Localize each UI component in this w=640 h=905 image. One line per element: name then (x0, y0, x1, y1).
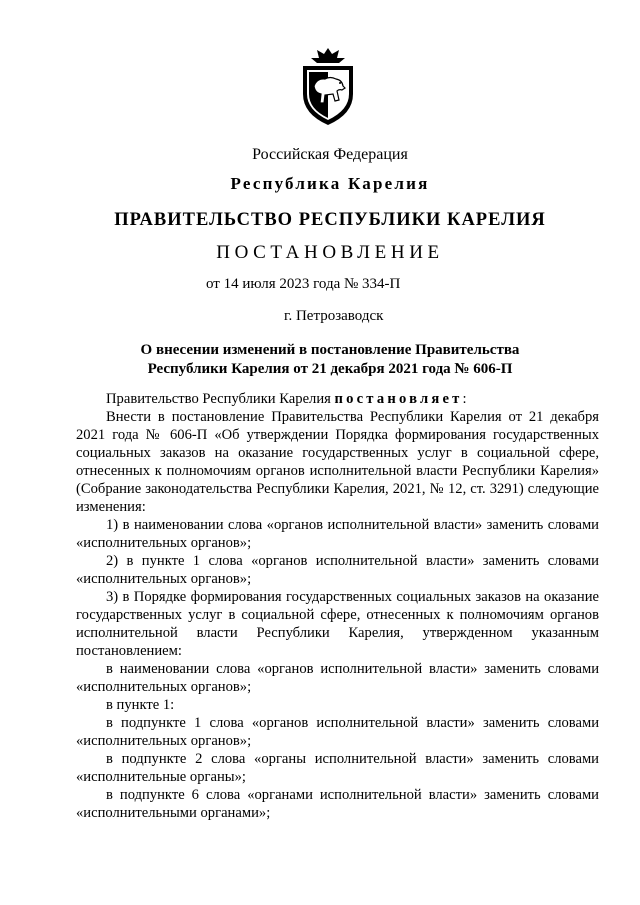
intro-spaced-word: постановляет (334, 391, 463, 407)
body-paragraph: 1) в наименовании слова «органов исполнительной власти» заменить словами «исполнительных органов»; (76, 517, 599, 551)
body-paragraph: 3) в Порядке формирования государственных социальных заказов на оказание государственных услуг в социальной сфере, отнесенных к полномочиям органов исполнительной власти Республики Карелия, утвержденном указанным постановлением: (76, 589, 599, 659)
body-paragraph: в пункте 1: (106, 697, 175, 713)
intro-suffix: : (462, 391, 467, 407)
body-paragraph: в подпункте 6 слова «органами исполнительной власти» заменить словами «исполнительными органами»; (76, 787, 599, 821)
document-title-line: Республики Карелия от 21 декабря 2021 года № 606-П (147, 361, 513, 377)
body-paragraph: в подпункте 1 слова «органов исполнительной власти» заменить словами «исполнительных органов»; (76, 715, 599, 749)
body-paragraph: Внести в постановление Правительства Республики Карелия от 21 декабря 2021 года № 606-П «Об утверждении Порядка формирования государственных социальных заказов на оказание государственных услуг в социальной сфере, отнесенных к полномочиям органов исполнительной власти Республики Карелия» (Собрание законодательства Республики Карелия, 2021, № 12, ст. 3291) следующие изменения: (76, 409, 599, 515)
intro-prefix: Правительство Республики Карелия (106, 391, 335, 407)
body-paragraph: в наименовании слова «органов исполнительной власти» заменить словами «исполнительных органов»; (76, 661, 599, 695)
republic-name: Республика Карелия (230, 174, 430, 193)
body-paragraph: в подпункте 2 слова «органы исполнительной власти» заменить словами «исполнительные органы»; (76, 751, 599, 785)
body-paragraph: 2) в пункте 1 слова «органов исполнительной власти» заменить словами «исполнительных органов»; (76, 553, 599, 587)
intro-paragraph (76, 390, 599, 408)
document-title-line: О внесении изменений в постановление Правительства (140, 342, 520, 358)
document-title (60, 341, 600, 379)
karelia-coat-of-arms-icon (299, 48, 357, 126)
country-name: Российская Федерация (252, 146, 408, 163)
government-title: ПРАВИТЕЛЬСТВО РЕСПУБЛИКИ КАРЕЛИЯ (114, 210, 546, 230)
date-number-line: от 14 июля 2023 года № 334-П (206, 276, 401, 292)
document-type: ПОСТАНОВЛЕНИЕ (216, 242, 444, 263)
city-name: г. Петрозаводск (284, 308, 384, 324)
document-body (76, 390, 599, 822)
